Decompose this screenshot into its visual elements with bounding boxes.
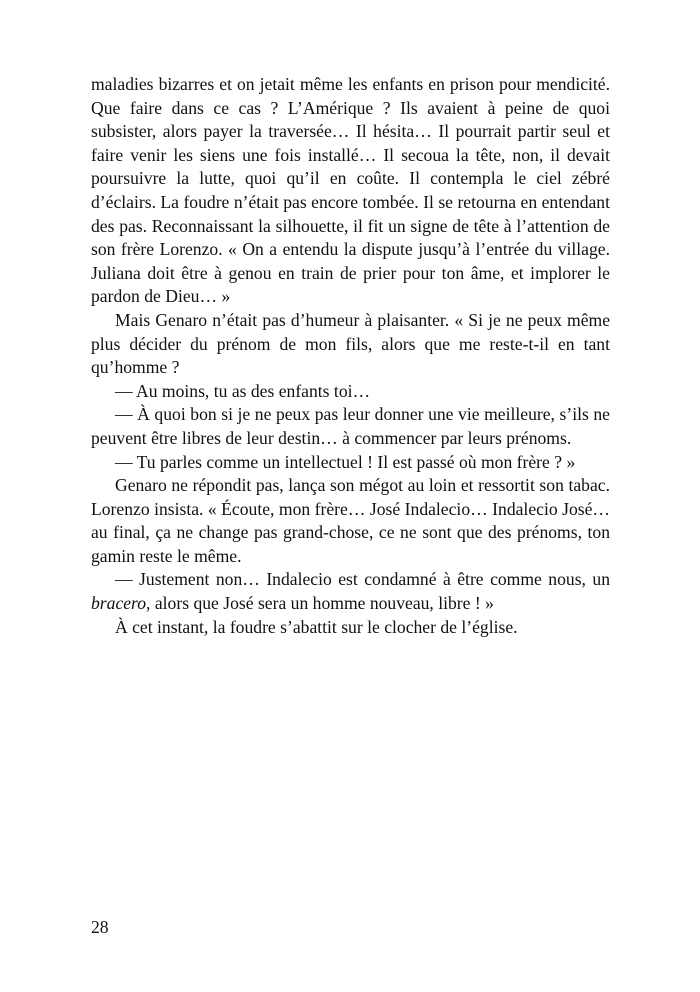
page-number: 28 bbox=[91, 917, 109, 937]
dialogue-line-bracero bbox=[91, 568, 610, 615]
page-body bbox=[91, 73, 610, 639]
paragraph-continuation: maladies bizarres et on jetait même les enfants en prison pour mendicité. Que faire dans ce cas ? L’Amérique ? Ils avaient à peine de quoi subsister, alors payer la traversée… Il hésita… Il pourrait partir seul et faire venir les siens une fois installé… Il secoua la tête, non, il devait poursuivre la lutte, quoi qu’il en coûte. Il contempla le ciel zébré d’éclairs. La foudre n’était pas encore tombée. Il se retourna en entendant des pas. Reconnaissant la silhouette, il fit un signe de tête à l’attention de son frère Lorenzo. « On a entendu la dispute jusqu’à l’entrée du village. Juliana doit être à genou en train de prier pour ton âme, et implorer le pardon de Dieu… » bbox=[91, 74, 610, 307]
dialogue-line: — Au moins, tu as des enfants toi… bbox=[115, 380, 371, 401]
paragraph-lightning: À cet instant, la foudre s’abattit sur le clocher de l’église. bbox=[115, 616, 518, 637]
dialogue-line: — Tu parles comme un intellectuel ! Il est passé où mon frère ? » bbox=[115, 451, 576, 472]
text-segment: — Justement non… Indalecio est condamné à être comme nous, un bbox=[115, 569, 610, 590]
text-segment: alors que José sera un homme nouveau, libre ! » bbox=[150, 593, 494, 614]
dialogue-line: — À quoi bon si je ne peux pas leur donner une vie meilleure, s’ils ne peuvent être libres de leur destin… à commencer par leurs prénoms. bbox=[91, 404, 610, 448]
italic-word: bracero, bbox=[91, 593, 151, 614]
paragraph-lorenzo-insists: Genaro ne répondit pas, lança son mégot au loin et ressortit son tabac. Lorenzo insista. « Écoute, mon frère… José Indalecio… Indalecio José… au final, ça ne change pas grand-chose, ce ne sont que des prénoms, ton gamin reste le même. bbox=[91, 475, 610, 566]
paragraph-genaro-reply: Mais Genaro n’était pas d’humeur à plaisanter. « Si je ne peux même plus décider du prénom de mon fils, alors que me reste-t-il en tant qu’homme ? bbox=[91, 309, 610, 378]
